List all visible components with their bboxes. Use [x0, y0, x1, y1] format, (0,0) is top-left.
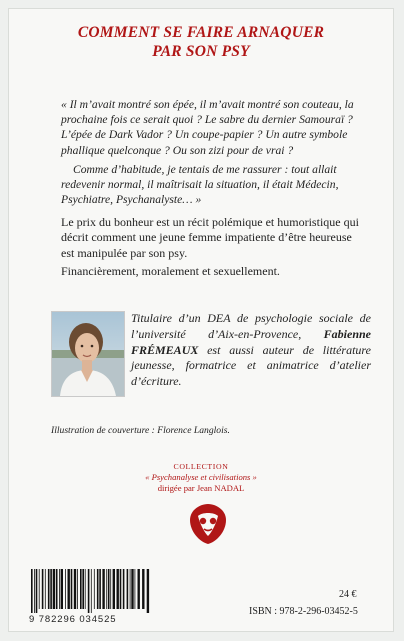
- barcode-bar: [88, 569, 90, 613]
- barcode-bar: [102, 569, 104, 609]
- author-name: Fabienne FRÉMEAUX: [131, 326, 371, 357]
- barcode-bar: [61, 569, 63, 609]
- barcode-bar: [80, 569, 82, 609]
- author-photo: [51, 311, 125, 397]
- book-title: [9, 23, 393, 61]
- barcode-bar: [39, 569, 40, 609]
- collection-heading: COLLECTION: [173, 462, 229, 471]
- barcode-bar: [82, 569, 84, 609]
- barcode-digits: 9 782296 034525: [29, 614, 117, 625]
- barcode-bar: [147, 569, 149, 613]
- barcode-bar: [142, 569, 144, 609]
- summary-paragraph-1: Le prix du bonheur est un récit polémique et humoristique qui décrit comment une jeune femme impatiente d’être heureuse est manipulée par son psy.: [61, 215, 359, 260]
- barcode-bar: [131, 569, 133, 609]
- isbn: ISBN : 978-2-296-03452-5: [249, 606, 358, 617]
- author-bio: [131, 311, 371, 390]
- barcode-bar: [56, 569, 58, 609]
- barcode-bar: [42, 569, 44, 609]
- barcode-bar: [50, 569, 52, 609]
- barcode-bar: [110, 569, 111, 609]
- excerpt-quote: [61, 97, 361, 207]
- barcode-bar: [59, 569, 60, 609]
- barcode-bar: [108, 569, 110, 609]
- barcode-bar: [127, 569, 129, 609]
- barcode-bar: [71, 569, 73, 609]
- barcode-bar: [135, 569, 136, 609]
- quote-paragraph-1: « Il m’avait montré son épée, il m’avait montré son couteau, la prochaine fois ce serait quoi ? Le sabre du dernier Samouraï ? L’épée de Dark Vador ? Un coupe-papier ? Un autre symbole phallique quelconque ? Ou son zizi pour de vrai ?: [61, 98, 354, 157]
- barcode-bar: [45, 569, 46, 609]
- illustration-credit: Illustration de couverture : Florence Langlois.: [51, 425, 230, 436]
- quote-paragraph-2: Comme d’habitude, je tentais de me rassurer : tout allait redevenir normal, il maîtrisait la situation, il était Médecin, Psychiatre, Psychanalyste… »: [61, 162, 339, 207]
- title-line-2: PAR SON PSY: [152, 43, 250, 60]
- barcode-bar: [31, 569, 33, 613]
- title-line-1: COMMENT SE FAIRE ARNAQUER: [77, 24, 325, 41]
- barcode-bar: [106, 569, 107, 609]
- book-back-cover: [8, 8, 394, 632]
- collection-block: [9, 461, 393, 494]
- summary-paragraph-2: Financièrement, moralement et sexuellement.: [61, 264, 280, 279]
- barcode-bar: [94, 569, 95, 609]
- barcode-bar: [53, 569, 55, 609]
- barcode-bar: [117, 569, 119, 609]
- barcode-bar: [65, 569, 66, 609]
- barcode-bar: [68, 569, 70, 609]
- barcode-bar: [113, 569, 115, 609]
- price: 24 €: [339, 589, 357, 600]
- collection-director: dirigée par Jean NADAL: [157, 483, 245, 493]
- book-summary: [61, 215, 361, 280]
- barcode-bars: [29, 569, 151, 613]
- bio-text-start: Titulaire d’un DEA de psychologie sociale de l’université d’Aix-en-Provence,: [131, 311, 371, 341]
- collection-name: « Psychanalyse et civilisations »: [145, 472, 257, 482]
- barcode: [29, 569, 151, 629]
- barcode-bar: [97, 569, 99, 609]
- barcode-bar: [34, 569, 35, 613]
- barcode-bar: [123, 569, 125, 609]
- barcode-bar: [138, 569, 140, 609]
- barcode-bar: [85, 569, 86, 609]
- barcode-bar: [77, 569, 78, 609]
- barcode-bar: [130, 569, 131, 609]
- barcode-bar: [99, 569, 101, 609]
- barcode-bar: [120, 569, 122, 609]
- barcode-bar: [74, 569, 76, 609]
- barcode-bar: [91, 569, 92, 613]
- barcode-bar: [36, 569, 38, 613]
- bio-text-end: est aussi auteur de littérature jeunesse, formatrice et animatrice d’atelier d’écriture.: [131, 342, 371, 389]
- publisher-logo-icon: [186, 502, 230, 546]
- barcode-bar: [48, 569, 50, 609]
